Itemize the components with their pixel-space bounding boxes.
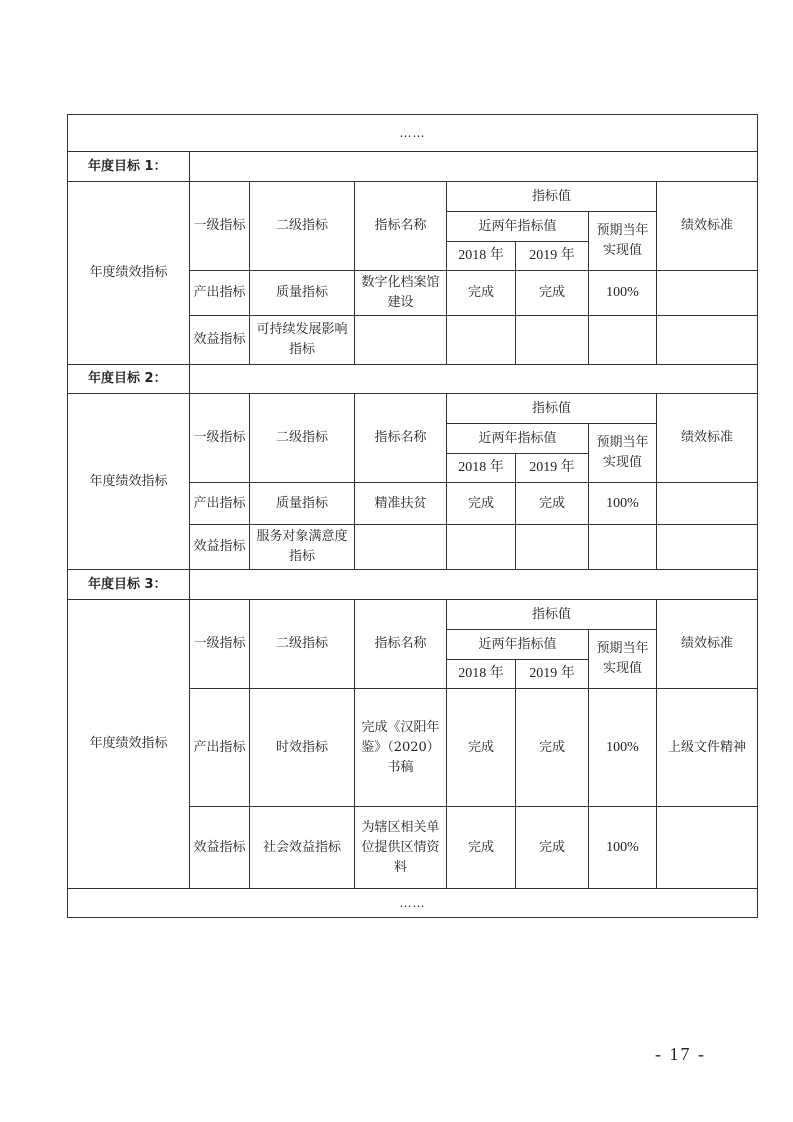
ellipsis-row-bottom xyxy=(68,889,758,918)
header-expected: 预期当年实现值 xyxy=(589,424,657,483)
value-2018-cell xyxy=(447,316,516,365)
header-expected: 预期当年实现值 xyxy=(589,212,657,271)
goal-value xyxy=(190,152,758,182)
header-year-2018: 2018 年 xyxy=(447,454,516,483)
ellipsis-row-top xyxy=(68,115,758,152)
header-year-2019: 2019 年 xyxy=(516,454,589,483)
header-level2: 二级指标 xyxy=(250,182,355,271)
indicator-name-cell: 为辖区相关单位提供区情资料 xyxy=(355,807,447,889)
header-level1: 一级指标 xyxy=(190,394,250,483)
level1-cell: 效益指标 xyxy=(190,807,250,889)
level2-cell: 质量指标 xyxy=(250,483,355,525)
indicator-name-cell xyxy=(355,316,447,365)
standard-cell xyxy=(657,271,758,316)
goal-row xyxy=(68,152,758,182)
value-2019-cell: 完成 xyxy=(516,807,589,889)
standard-cell xyxy=(657,525,758,570)
standard-cell xyxy=(657,316,758,365)
header-level2: 二级指标 xyxy=(250,600,355,689)
level2-cell: 社会效益指标 xyxy=(250,807,355,889)
value-2018-cell xyxy=(447,525,516,570)
header-standard: 绩效标准 xyxy=(657,394,758,483)
document-page xyxy=(67,114,757,918)
level2-cell: 服务对象满意度指标 xyxy=(250,525,355,570)
expected-value-cell: 100% xyxy=(589,689,657,807)
level2-cell: 质量指标 xyxy=(250,271,355,316)
level1-cell: 效益指标 xyxy=(190,525,250,570)
value-2019-cell: 完成 xyxy=(516,689,589,807)
value-2019-cell: 完成 xyxy=(516,271,589,316)
header-year-2018: 2018 年 xyxy=(447,242,516,271)
expected-value-cell: 100% xyxy=(589,271,657,316)
header-row xyxy=(68,600,758,630)
header-standard: 绩效标准 xyxy=(657,182,758,271)
level1-cell: 产出指标 xyxy=(190,483,250,525)
expected-value-cell: 100% xyxy=(589,483,657,525)
header-value: 指标值 xyxy=(447,182,657,212)
header-level1: 一级指标 xyxy=(190,600,250,689)
indicator-name-cell xyxy=(355,525,447,570)
goal-row xyxy=(68,570,758,600)
level2-cell: 可持续发展影响指标 xyxy=(250,316,355,365)
header-recent-two-years: 近两年指标值 xyxy=(447,424,589,454)
perf-label: 年度绩效指标 xyxy=(68,394,190,570)
value-2018-cell: 完成 xyxy=(447,689,516,807)
header-name: 指标名称 xyxy=(355,600,447,689)
goal-label: 年度目标 2： xyxy=(68,365,190,394)
value-2019-cell: 完成 xyxy=(516,483,589,525)
header-row xyxy=(68,182,758,212)
header-year-2019: 2019 年 xyxy=(516,242,589,271)
value-2018-cell: 完成 xyxy=(447,483,516,525)
header-row xyxy=(68,394,758,424)
header-name: 指标名称 xyxy=(355,394,447,483)
expected-value-cell: 100% xyxy=(589,807,657,889)
value-2019-cell xyxy=(516,525,589,570)
ellipsis-bottom: …… xyxy=(68,889,758,918)
header-recent-two-years: 近两年指标值 xyxy=(447,630,589,660)
header-level1: 一级指标 xyxy=(190,182,250,271)
header-value: 指标值 xyxy=(447,600,657,630)
level1-cell: 产出指标 xyxy=(190,689,250,807)
ellipsis-top: …… xyxy=(68,115,758,152)
indicator-name-cell: 数字化档案馆建设 xyxy=(355,271,447,316)
indicator-name-cell: 完成《汉阳年鉴》（2020）书稿 xyxy=(355,689,447,807)
table-body xyxy=(68,115,758,918)
header-value: 指标值 xyxy=(447,394,657,424)
level1-cell: 产出指标 xyxy=(190,271,250,316)
page-number: - 17 - xyxy=(655,1044,706,1064)
value-2018-cell: 完成 xyxy=(447,271,516,316)
header-name: 指标名称 xyxy=(355,182,447,271)
goal-value xyxy=(190,570,758,600)
value-2018-cell: 完成 xyxy=(447,807,516,889)
indicator-name-cell: 精准扶贫 xyxy=(355,483,447,525)
performance-table xyxy=(67,114,758,918)
perf-label: 年度绩效指标 xyxy=(68,182,190,365)
perf-label: 年度绩效指标 xyxy=(68,600,190,889)
goal-label: 年度目标 1： xyxy=(68,152,190,182)
standard-cell xyxy=(657,483,758,525)
expected-value-cell xyxy=(589,316,657,365)
level2-cell: 时效指标 xyxy=(250,689,355,807)
header-year-2018: 2018 年 xyxy=(447,660,516,689)
standard-cell: 上级文件精神 xyxy=(657,689,758,807)
header-expected: 预期当年实现值 xyxy=(589,630,657,689)
goal-label: 年度目标 3： xyxy=(68,570,190,600)
value-2019-cell xyxy=(516,316,589,365)
goal-row xyxy=(68,365,758,394)
header-recent-two-years: 近两年指标值 xyxy=(447,212,589,242)
goal-value xyxy=(190,365,758,394)
standard-cell xyxy=(657,807,758,889)
level1-cell: 效益指标 xyxy=(190,316,250,365)
header-standard: 绩效标准 xyxy=(657,600,758,689)
expected-value-cell xyxy=(589,525,657,570)
header-level2: 二级指标 xyxy=(250,394,355,483)
header-year-2019: 2019 年 xyxy=(516,660,589,689)
